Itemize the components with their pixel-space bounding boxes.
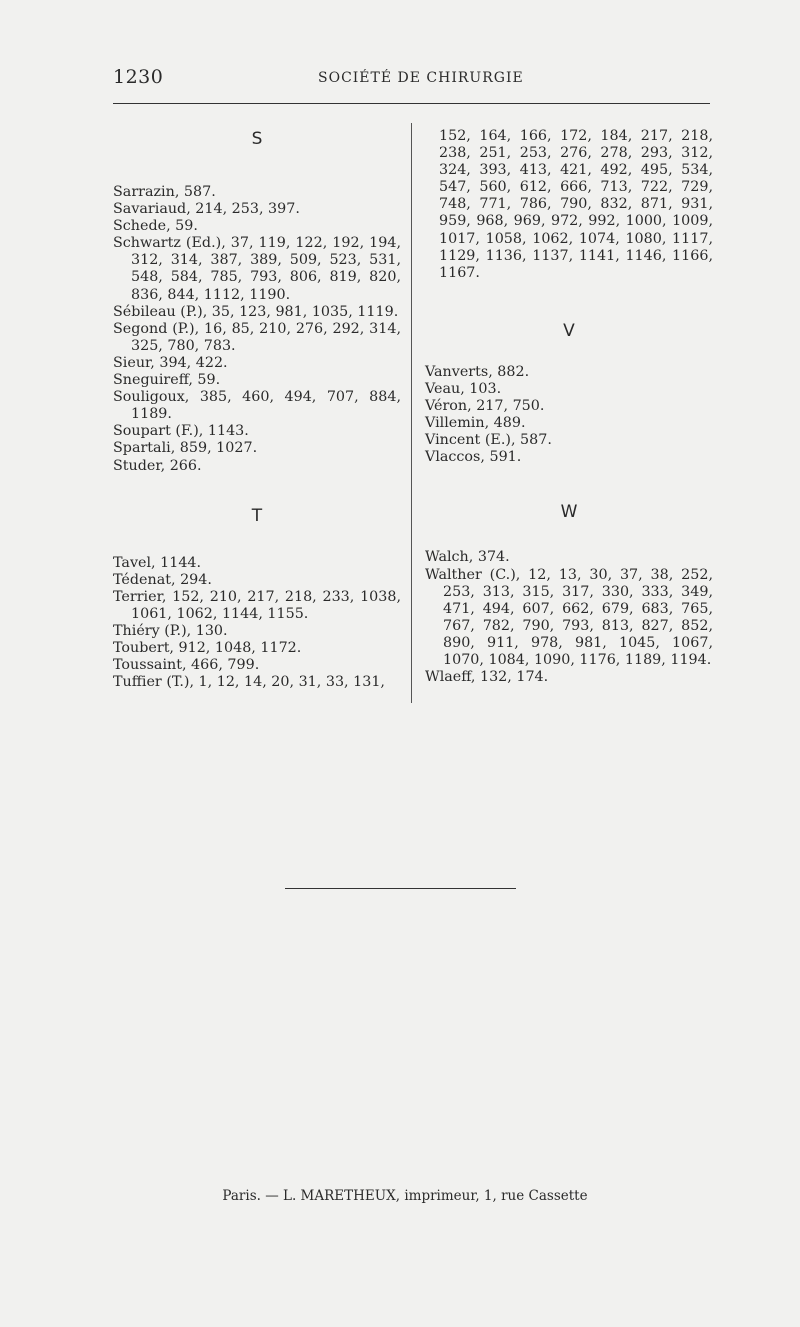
index-entry: Villemin, 489.: [425, 415, 526, 432]
index-entry: Tuffier (T.), 1, 12, 14, 20, 31, 33, 131,: [113, 674, 385, 691]
index-entry: Savariaud, 214, 253, 397.: [113, 201, 300, 218]
index-entry: Veau, 103.: [425, 380, 502, 397]
index-entry: Walther (C.), 12, 13, 30, 37, 38, 252, 253, 313, 315, 317, 330, 333, 349, 471, 494, 607, 662, 679, 683, 765, 767, 782, 790, 793, 813, 827, 852, 890, 911, 978, 981, 1045, 1067, 1070, 1084, 1090, 1176, 1189, 1194.: [425, 566, 713, 668]
section-letter-s: S: [251, 129, 263, 149]
index-entry: Toubert, 912, 1048, 1172.: [113, 640, 302, 657]
section-letter-w: W: [560, 502, 578, 523]
index-entry: Vanverts, 882.: [425, 363, 530, 380]
running-title: SOCIÉTÉ DE CHIRURGIE: [318, 70, 524, 86]
index-entry: Toussaint, 466, 799.: [113, 657, 260, 674]
index-entry: Vincent (E.), 587.: [425, 432, 552, 449]
section-letter-t: T: [251, 505, 263, 526]
index-entry: Sieur, 394, 422.: [113, 354, 228, 371]
right-column: [425, 128, 713, 686]
page-number: 1230: [113, 66, 164, 88]
index-entry: Wlaeff, 132, 174.: [425, 669, 549, 686]
index-entry: Sneguireff, 59.: [113, 372, 221, 389]
section-letter-v: V: [563, 320, 575, 341]
index-entry: Soupart (F.), 1143.: [113, 423, 249, 440]
printer-imprint: Paris. — L. MARETHEUX, imprimeur, 1, rue Cassette: [222, 1188, 588, 1204]
end-rule: [285, 888, 516, 889]
index-entry: Terrier, 152, 210, 217, 218, 233, 1038, 1061, 1062, 1144, 1155.: [113, 588, 401, 622]
index-entry: Vlaccos, 591.: [425, 449, 522, 466]
index-entry: Sébileau (P.), 35, 123, 981, 1035, 1119.: [113, 303, 399, 320]
index-entry: Véron, 217, 750.: [425, 398, 545, 415]
index-entry: Thiéry (P.), 130.: [113, 622, 228, 639]
index-entry: Spartali, 859, 1027.: [113, 440, 258, 457]
index-entry: Tédenat, 294.: [113, 571, 212, 588]
index-entry: Souligoux, 385, 460, 494, 707, 884, 1189.: [113, 389, 401, 423]
column-divider: [411, 123, 412, 703]
index-entry-continued: 152, 164, 166, 172, 184, 217, 218, 238, 251, 253, 276, 278, 293, 312, 324, 393, 413, 421, 492, 495, 534, 547, 560, 612, 666, 713, 722, 729, 748, 771, 786, 790, 832, 871, 931, 959, 968, 969, 972, 992, 1000, 1009, 1017, 1058, 1062, 1074, 1080, 1117, 1129, 1136, 1137, 1141, 1146, 1166, 1167.: [439, 128, 713, 281]
index-entry: Sarrazin, 587.: [113, 184, 216, 200]
header-rule: [113, 103, 710, 104]
index-entry: Walch, 374.: [425, 549, 510, 566]
index-entry: Studer, 266.: [113, 457, 202, 474]
index-entry: Tavel, 1144.: [113, 554, 202, 571]
left-column: [113, 128, 401, 691]
index-entry: Segond (P.), 16, 85, 210, 276, 292, 314, 325, 780, 783.: [113, 320, 401, 354]
index-entry: Schwartz (Ed.), 37, 119, 122, 192, 194, 312, 314, 387, 389, 509, 523, 531, 548, 584, 785, 793, 806, 819, 820, 836, 844, 1112, 1190.: [113, 235, 401, 303]
index-entry: Schede, 59.: [113, 218, 198, 235]
